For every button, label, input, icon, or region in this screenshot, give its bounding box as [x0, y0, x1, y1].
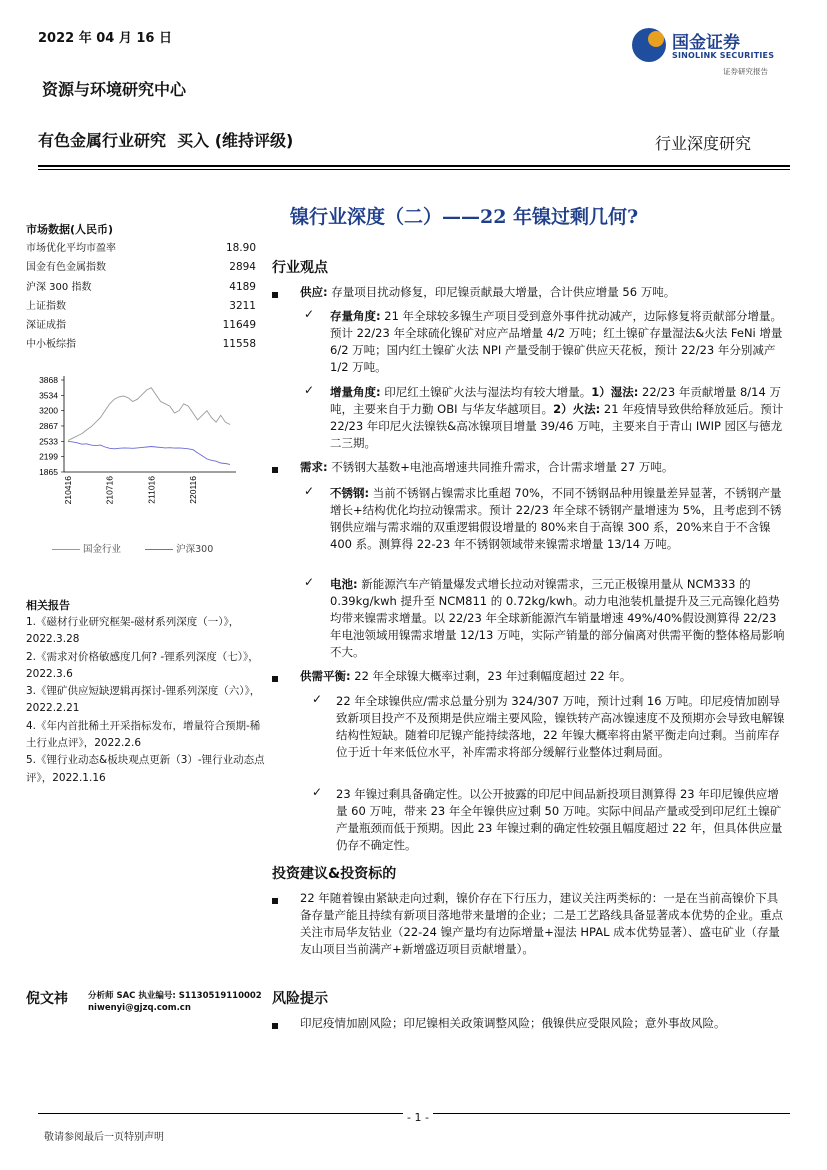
- balance-paragraph: [300, 668, 780, 685]
- checkmark-icon: ✓: [304, 383, 315, 397]
- checkmark-icon: ✓: [312, 785, 323, 799]
- section-heading-investment: 投资建议&投资标的: [272, 866, 397, 882]
- incr-text-wet: 22/23 年贡献增量 8/14 万吨，主要来自于力勤 OBI 与华友华越项目。: [330, 385, 781, 417]
- checkmark-icon: ✓: [304, 307, 315, 321]
- stock-key: 存量角度:: [330, 309, 381, 323]
- chart-legend: [52, 541, 213, 555]
- market-row-value: 4189: [229, 280, 256, 293]
- disclaimer-note: 敬请参阅最后一页特别声明: [44, 1132, 164, 1143]
- bullet-square-icon: [272, 676, 278, 682]
- related-report-link[interactable]: 2.《需求对价格敏感度几何? -锂系列深度（七）》，2022.3.6: [26, 650, 259, 680]
- y-tick-label: 3200: [39, 405, 58, 416]
- related-reports-heading: 相关报告: [26, 599, 70, 612]
- battery-key: 电池:: [330, 577, 358, 591]
- legend-label-industry: 国金行业: [83, 544, 122, 555]
- balance-text: 22 年全球镍大概率过剩，23 年过剩幅度超过 22 年。: [354, 669, 632, 683]
- market-row-label: 中小板综指: [26, 339, 76, 351]
- report-type: 行业深度研究: [655, 134, 752, 153]
- risk-paragraph: 印尼疫情加剧风险；印尼镍相关政策调整风险；俄镍供应受限风险；意外事故风险。: [300, 1016, 726, 1030]
- logo-cn-text: 国金证券: [672, 33, 740, 53]
- related-report-link[interactable]: 3.《锂矿供应短缺逻辑再探讨-锂系列深度（六）》，2022.2.21: [26, 685, 261, 715]
- section-heading-view: 行业观点: [272, 260, 328, 276]
- checkmark-icon: ✓: [304, 575, 315, 589]
- author-email[interactable]: niwenyi@gjzq.com.cn: [88, 1003, 191, 1013]
- market-row-label: 深证成指: [26, 320, 66, 332]
- logo-subtitle: 证券研究报告: [723, 67, 768, 76]
- market-row: [26, 239, 256, 258]
- y-tick-label: 3868: [39, 375, 58, 385]
- market-row: [26, 316, 256, 335]
- page-number: - 1 -: [403, 1111, 433, 1124]
- company-logo: [632, 26, 792, 76]
- x-tick-label: 210416: [63, 476, 73, 505]
- series-line-hs300: [68, 441, 230, 464]
- author-license: 分析师 SAC 执业编号: S1130519110002: [88, 991, 262, 1001]
- market-row-value: 2894: [229, 261, 256, 274]
- market-row: [26, 335, 256, 354]
- related-report-link[interactable]: 5.《锂行业动态&板块观点更新（3）-锂行业动态点评》，2022.1.16: [26, 754, 265, 784]
- bullet-square-icon: [272, 1023, 278, 1029]
- investment-paragraph: 22 年随着镍由紧缺走向过剩，镍价存在下行压力，建议关注两类标的：一是在当前高镍价下具备存量产能且持续有新项目落地带来量增的企业；二是工艺路线具备显著成本优势的企业。重点关注市局华友钴业（22-24 镍产量均有边际增量+湿法 HPAL 成本优势显著）、盛屯矿业（存量友山项目当前满产+新增盛迈项目贡献增量）。: [300, 891, 783, 957]
- related-report-link[interactable]: 4.《年内首批稀土开采指标发布，增量符合预期-稀土行业点评》，2022.2.6: [26, 719, 261, 750]
- bullet-square-icon: [272, 292, 278, 298]
- stock-text: 21 年全球较多镍生产项目受到意外事件扰动减产，边际修复将贡献部分增量。预计 22/23 年全球硫化镍矿对应产品增量 4/2 万吨；红土镍矿存量湿法&火法 FeNi 增量 6/2 万吨；国内红土镍矿火法 NPI 产量受制于镍矿供应天花板，预计 22/23 年分别减产 1/2 万吨。: [330, 309, 783, 375]
- header-divider: [38, 165, 790, 167]
- supply-key: 供应:: [300, 285, 328, 299]
- market-row-label: 市场优化平均市盈率: [26, 243, 116, 254]
- y-tick-label: 2533: [39, 436, 58, 447]
- increment-paragraph: [330, 384, 786, 452]
- index-line-chart: [24, 368, 244, 558]
- market-row-value: 11558: [222, 338, 256, 351]
- y-tick-label: 1865: [39, 467, 58, 477]
- market-row: [26, 258, 256, 277]
- legend-label-hs300: 沪深300: [176, 544, 214, 555]
- incr-text-fire: 21 年疫情导致供给释放延后。预计 22/23 年印尼火法镍铁&高冰镍项目增量 39/46 万吨，主要来自于青山 IWIP 园区与德龙二三期。: [330, 402, 784, 451]
- battery-text: 新能源汽车产销量爆发式增长拉动对镍需求，三元正极镍用量从 NCM333 的 0.39kg/kwh 提升至 NCM811 的 0.72kg/kwh。动力电池装机量提升及三元高镍化趋势均带来镍需求增量。以 22/23 年全球新能源汽车销量增速 49%/40%假设测算得 22/23 年电池领域用镍需求增量 12/13 万吨，实际产销量的部分偏离对供需平衡的整体格局影响不大。: [330, 577, 785, 660]
- market-data-heading: 市场数据(人民币): [26, 223, 114, 236]
- ss-key: 不锈钢:: [330, 486, 370, 500]
- related-reports-list: [26, 614, 266, 787]
- demand-paragraph: [300, 459, 780, 476]
- y-tick-label: 2867: [39, 420, 58, 431]
- supply-text: 存量项目扰动修复，印尼镍贡献最大增量，合计供应增量 56 万吨。: [331, 285, 676, 299]
- battery-paragraph: [330, 576, 786, 661]
- incr-key-fire: 2）火法:: [553, 402, 601, 417]
- market-row-value: 11649: [222, 319, 256, 332]
- supply-paragraph: [300, 284, 780, 301]
- bullet-square-icon: [272, 467, 278, 473]
- page-title: 镍行业深度（二）——22 年镍过剩几何?: [290, 206, 639, 228]
- x-tick-label: 220116: [187, 476, 198, 504]
- related-report-link[interactable]: 1.《磁材行业研究框架-磁材系列深度（一）》，2022.3.28: [26, 616, 240, 646]
- market-row-value: 18.90: [225, 242, 256, 254]
- stainless-paragraph: [330, 485, 786, 553]
- balance-2023-paragraph: 23 年镍过剩具备确定性。以公开披露的印尼中间品新投项目测算得 23 年印尼镍供应增量 60 万吨，带来 23 年全年镍供应过剩 50 万吨。实际中间品产量或受到印尼红土镍矿产量瓶颈而低于预期。因此 23 年镍过剩的确定性较强且幅度超过 22 年，但具体供应量仍存不确定性。: [336, 787, 783, 853]
- checkmark-icon: ✓: [304, 484, 315, 498]
- incr-key-wet: 1）湿法:: [591, 385, 639, 399]
- bullet-square-icon: [272, 898, 278, 904]
- demand-key: 需求:: [300, 460, 328, 474]
- section-heading-risk: 风险提示: [272, 991, 328, 1007]
- series-line-industry: [68, 388, 230, 441]
- demand-text: 不锈钢大基数+电池高增速共同推升需求，合计需求增量 27 万吨。: [331, 460, 674, 474]
- market-data-table: [26, 221, 256, 355]
- incr-key: 增量角度:: [330, 385, 381, 399]
- legend-line-hs300-icon: [145, 549, 173, 550]
- x-tick-label: 211016: [146, 476, 157, 504]
- market-row-label: 国金有色金属指数: [26, 262, 106, 274]
- incr-text: 印尼红土镍矿火法与湿法均有较大增量。: [384, 385, 592, 399]
- checkmark-icon: ✓: [312, 692, 323, 706]
- sector-rating: 有色金属行业研究 买入 (维持评级): [38, 131, 294, 150]
- research-center: 资源与环境研究中心: [42, 80, 187, 99]
- market-row: [26, 297, 256, 316]
- balance-key: 供需平衡:: [300, 669, 351, 683]
- logo-en-text: SINOLINK SECURITIES: [672, 51, 775, 60]
- x-tick-label: 210716: [104, 476, 115, 505]
- legend-line-industry-icon: [52, 549, 80, 550]
- balance-2022-paragraph: 22 年全球镍供应/需求总量分别为 324/307 万吨，预计过剩 16 万吨。印尼疫情加剧导致新项目投产不及预期是供应端主要风险，镍铁转产高冰镍速度不及预期亦会导致电解镍结构性短缺。随着印尼镍产能持续落地，22 年镍大概率将由紧平衡走向过剩。当前库存位于近十年来低位水平，补库需求将部分缓解行业整体过剩局面。: [336, 694, 785, 760]
- header-divider-thin: [38, 169, 790, 170]
- author-name: 倪文祎: [26, 991, 68, 1007]
- market-row-label: 上证指数: [26, 300, 66, 312]
- y-tick-label: 2199: [39, 451, 58, 462]
- market-row: [26, 278, 256, 297]
- market-row-label: 沪深 300 指数: [26, 281, 92, 293]
- author-info: [88, 990, 262, 1014]
- ss-text: 当前不锈钢占镍需求比重超 70%，不同不锈钢品种用镍量差异显著，不锈钢产量增长+结构优化均拉动镍需求。预计 22/23 年全球不锈钢产量增速为 5%，且考虑到不锈钢供应端与需求端的双重逻辑假设增量的 80%来自于高镍 300 系，20%来自于不含镍 400 系。测算得 22-23 年不锈钢领域带来镍需求增量 13/14 万吨。: [330, 486, 782, 552]
- market-row-value: 3211: [229, 299, 256, 312]
- y-tick-label: 3534: [39, 390, 58, 401]
- report-date: 2022 年 04 月 16 日: [38, 31, 172, 46]
- stock-paragraph: [330, 308, 786, 376]
- logo-mark-icon: [632, 28, 666, 62]
